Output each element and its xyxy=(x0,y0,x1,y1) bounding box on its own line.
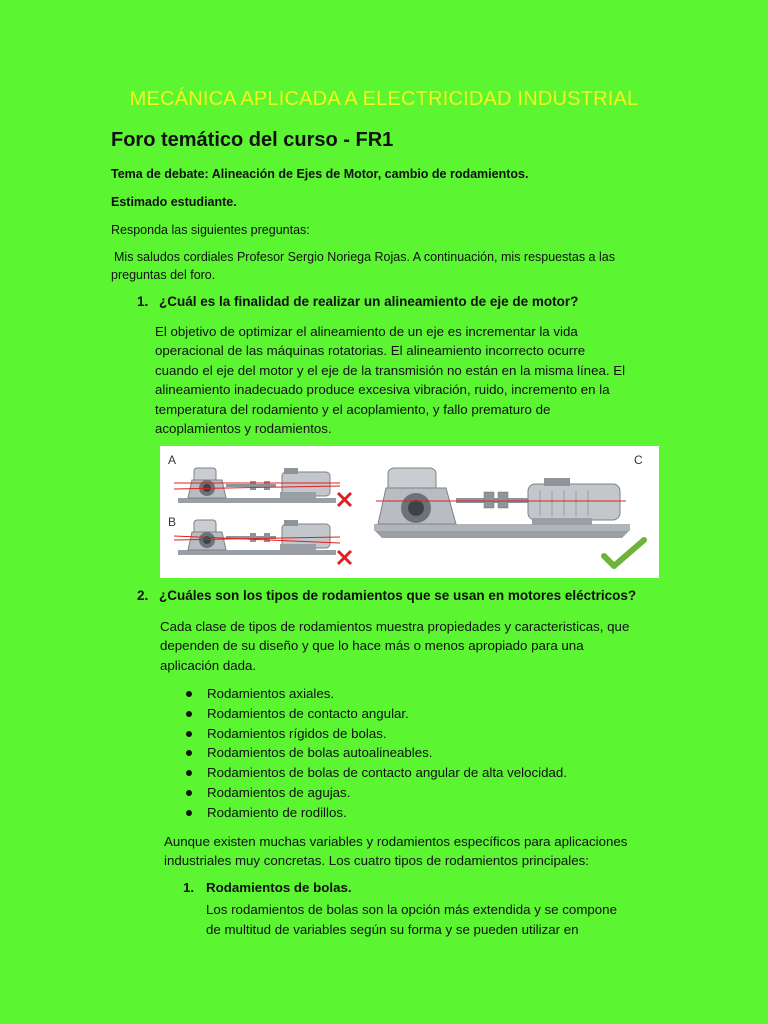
question-number: 1. xyxy=(137,294,149,309)
subitem-number: 1. xyxy=(183,880,195,895)
page-title: MECÁNICA APLICADA A ELECTRICIDAD INDUSTRIAL xyxy=(129,88,639,110)
aligned-setup-c xyxy=(374,468,630,538)
answer-line: Aunque existen muchas variables y rodamientos específicos para aplicaciones xyxy=(164,834,628,849)
list-item: Rodamientos axiales. xyxy=(183,684,567,704)
subitem-body xyxy=(206,900,617,940)
body-line: Los rodamientos de bolas son la opción más extendida y se compone xyxy=(206,902,617,917)
list-item: Rodamientos de bolas autoalineables. xyxy=(183,743,567,763)
bearing-types-list xyxy=(183,684,567,823)
alignment-diagram xyxy=(160,446,659,578)
subitem-title xyxy=(183,880,352,895)
list-item: Rodamiento de rodillos. xyxy=(183,803,567,823)
answer-line: industriales muy concretas. Los cuatro tipos de rodamientos principales: xyxy=(164,853,589,869)
cross-icon xyxy=(338,493,351,506)
answer-line: temperatura del rodamiento y el acoplamiento, y fallo prematuro de xyxy=(155,401,551,417)
reply-line: Mis saludos cordiales Profesor Sergio Noriega Rojas. A continuación, mis respuestas a las xyxy=(114,250,615,264)
reply-paragraph xyxy=(111,248,671,284)
greeting: Estimado estudiante. xyxy=(111,195,237,209)
list-item: Rodamientos rígidos de bolas. xyxy=(183,724,567,744)
subitem-text: Rodamientos de bolas. xyxy=(206,880,352,895)
alignment-figure xyxy=(160,446,659,578)
question-1-answer xyxy=(155,322,625,438)
check-icon xyxy=(604,540,644,566)
misaligned-setup-a xyxy=(174,468,340,503)
answer-line: Cada clase de tipos de rodamientos muestra propiedades y caracteristicas, que xyxy=(160,619,630,634)
question-text: ¿Cuál es la finalidad de realizar un alineamiento de eje de motor? xyxy=(159,294,579,309)
question-2-title xyxy=(137,588,636,603)
list-item: Rodamientos de bolas de contacto angular de alta velocidad. xyxy=(183,763,567,783)
list-item: Rodamientos de agujas. xyxy=(183,783,567,803)
misaligned-setup-b xyxy=(174,520,340,555)
forum-title: Foro temático del curso - FR1 xyxy=(111,129,394,151)
instruction: Responda las siguientes preguntas: xyxy=(111,223,310,237)
label-b: B xyxy=(168,515,177,529)
answer-line: aplicación dada. xyxy=(160,657,257,673)
label-c: C xyxy=(634,453,643,467)
label-a: A xyxy=(168,453,177,467)
question-2-answer xyxy=(160,617,629,675)
cross-icon xyxy=(338,551,351,564)
answer-line: operacional de las máquinas rotatorias. El alineamiento incorrecto ocurre xyxy=(155,343,586,359)
answer-line: dependen de su diseño y que lo hace más o menos apropiado para una xyxy=(160,638,584,654)
question-1-title xyxy=(137,294,578,309)
answer-line: El objetivo de optimizar el alineamiento de un eje es incrementar la vida xyxy=(155,324,578,339)
question-text: ¿Cuáles son los tipos de rodamientos que se usan en motores eléctricos? xyxy=(159,588,637,603)
answer-line: alineamiento inadecuado produce excesiva vibración, ruido, incremento en la xyxy=(155,382,610,398)
list-item: Rodamientos de contacto angular. xyxy=(183,704,567,724)
question-number: 2. xyxy=(137,588,149,603)
answer-line: cuando el eje del motor y el eje de la transmisión no están en la misma línea. El xyxy=(155,362,626,378)
debate-topic: Tema de debate: Alineación de Ejes de Motor, cambio de rodamientos. xyxy=(111,167,529,181)
reply-line: preguntas del foro. xyxy=(111,268,216,282)
answer-line: acoplamientos y rodamientos. xyxy=(155,421,332,437)
body-line: de multitud de variables según su forma y se pueden utilizar en xyxy=(206,922,579,937)
closing-paragraph xyxy=(164,832,627,871)
